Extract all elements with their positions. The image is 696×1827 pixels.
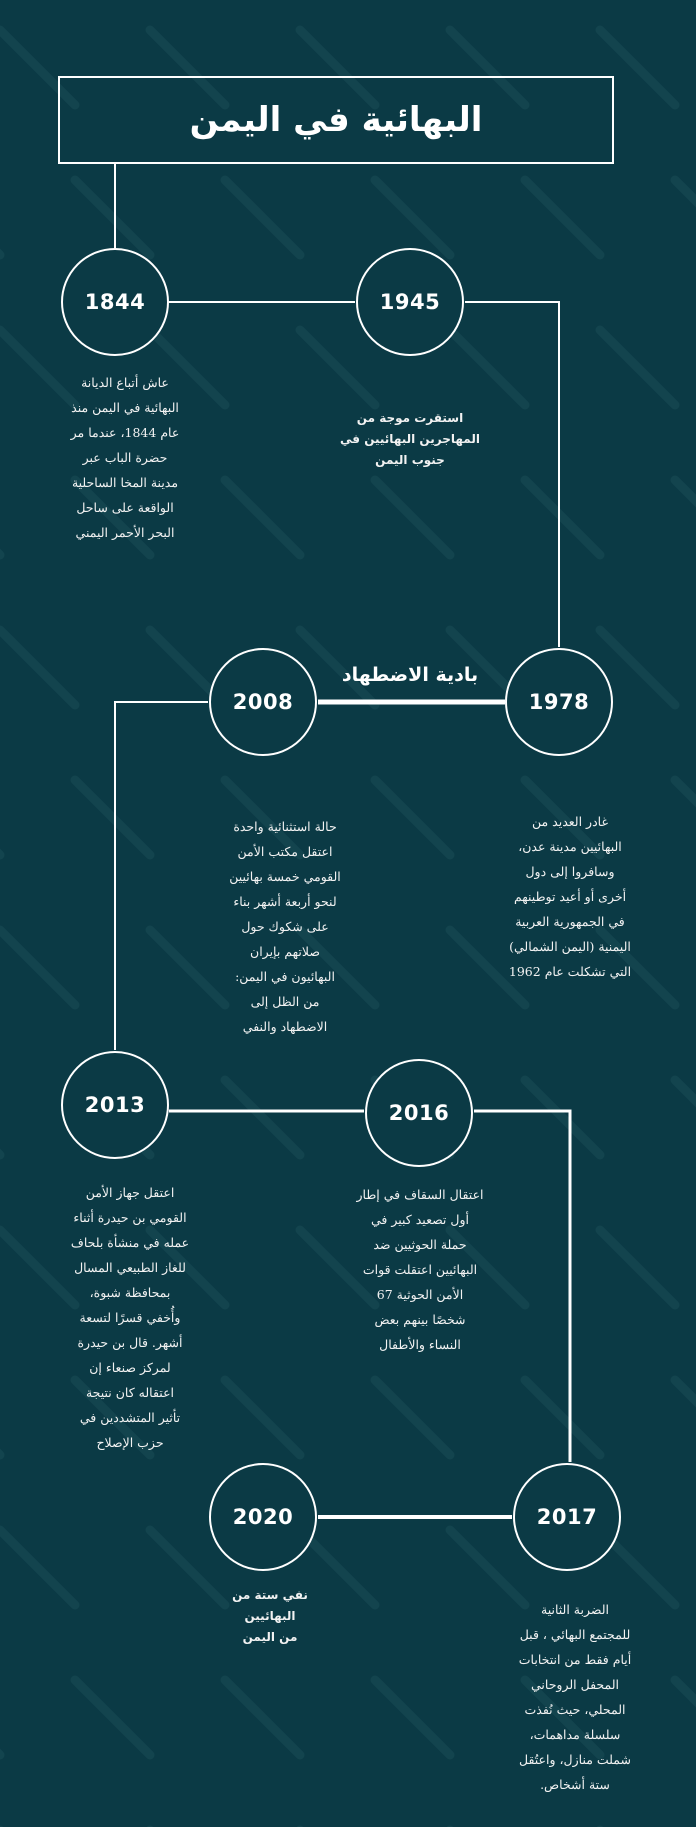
bg-stripe <box>450 1530 525 1605</box>
bg-stripe <box>375 480 450 555</box>
bg-stripe <box>225 1080 300 1155</box>
bg-stripe <box>600 1230 675 1305</box>
bg-stripe <box>375 1680 450 1755</box>
bg-stripe <box>375 1380 450 1455</box>
bg-stripe <box>75 1680 150 1755</box>
bg-stripe <box>75 780 150 855</box>
bg-stripe <box>0 1530 75 1605</box>
bg-stripe <box>0 630 75 705</box>
event-text-2008: حالة استثنائية واحدة اعتقل مكتب الأمن القومي خمسة بهائيين لنحو أربعة أشهر بناء على شكوك حول صلاتهم بإيران البهائيون في اليمن: من الظل إلى الاضطهاد والنفي <box>229 819 341 1034</box>
event-text-2016: اعتقال السقاف في إطار أول تصعيد كبير في حملة الحوثيين ضد البهائيين اعتقلت قوات الأمن الحوثية 67 شخصًا بينهم بعض النساء والأطفال <box>356 1187 484 1352</box>
bg-stripe <box>225 1680 300 1755</box>
year-circle-2013: 2013 <box>61 1051 169 1159</box>
event-text-1978: غادر العديد من البهائيين مدينة عدن، وسافروا إلى دول أخرى أو أعيد توطينهم في الجمهورية العربية اليمنية (اليمن الشمالي) التي تشكلت عام 1962 <box>508 814 632 979</box>
event-text-1945: استقرت موجة من المهاجرين البهائيين في جنوب اليمن <box>340 411 480 467</box>
bg-stripe <box>300 330 375 405</box>
bg-stripe <box>675 480 696 555</box>
bg-stripe <box>525 1380 600 1455</box>
year-circle-1945: 1945 <box>356 248 464 356</box>
bg-stripe <box>675 180 696 255</box>
bg-stripe <box>225 180 300 255</box>
connector-2008-2013 <box>115 702 208 1050</box>
event-text-2020: نفي ستة من البهائيين من اليمن <box>232 1588 308 1644</box>
bg-stripe <box>525 480 600 555</box>
title-box <box>58 76 614 164</box>
year-circle-2016: 2016 <box>365 1059 473 1167</box>
bg-stripe <box>600 330 675 405</box>
year-circle-2017: 2017 <box>513 1463 621 1571</box>
page-title: البهائية في اليمن <box>189 100 483 140</box>
year-circle-1978: 1978 <box>505 648 613 756</box>
bg-stripe <box>225 480 300 555</box>
event-text-1844: عاش أتباع الديانة البهائية في اليمن منذ عام 1844، عندما مر حضرة الباب عبر مدينة المخا الساحلية الواقعة على ساحل البحر الأحمر اليمني <box>70 375 180 540</box>
bg-stripe <box>450 330 525 405</box>
phase-label: بادية الاضطهاد <box>341 664 479 686</box>
event-text-2013: اعتقل جهاز الأمن القومي بن حيدرة أثناء عمله في منشأة بلحاف للغاز الطبيعي المسال بمحافظة شبوة، وأُخفي قسرًا لتسعة أشهر. قال بن حيدرة لمركز صنعاء إن اعتقاله كان نتيجة تأثير المتشددين في حزب الإصلاح <box>70 1185 190 1450</box>
bg-stripe <box>225 1380 300 1455</box>
bg-stripe <box>375 780 450 855</box>
year-circle-1844: 1844 <box>61 248 169 356</box>
bg-stripe <box>525 180 600 255</box>
bg-stripe <box>0 930 75 1005</box>
bg-stripe <box>675 1380 696 1455</box>
bg-stripe <box>675 1080 696 1155</box>
bg-stripe <box>675 1680 696 1755</box>
bg-stripe <box>525 1080 600 1155</box>
year-circle-2020: 2020 <box>209 1463 317 1571</box>
event-text-2017: الضربة الثانية للمجتمع البهائي ، قبل أيام فقط من انتخابات المحفل الروحاني المحلي، حيث نُفذت سلسلة مداهمات، شملت منازل، واعتُقل ستة أشخاص. <box>518 1602 632 1792</box>
year-circle-2008: 2008 <box>209 648 317 756</box>
bg-stripe <box>375 180 450 255</box>
bg-stripe <box>675 780 696 855</box>
bg-stripe <box>75 180 150 255</box>
